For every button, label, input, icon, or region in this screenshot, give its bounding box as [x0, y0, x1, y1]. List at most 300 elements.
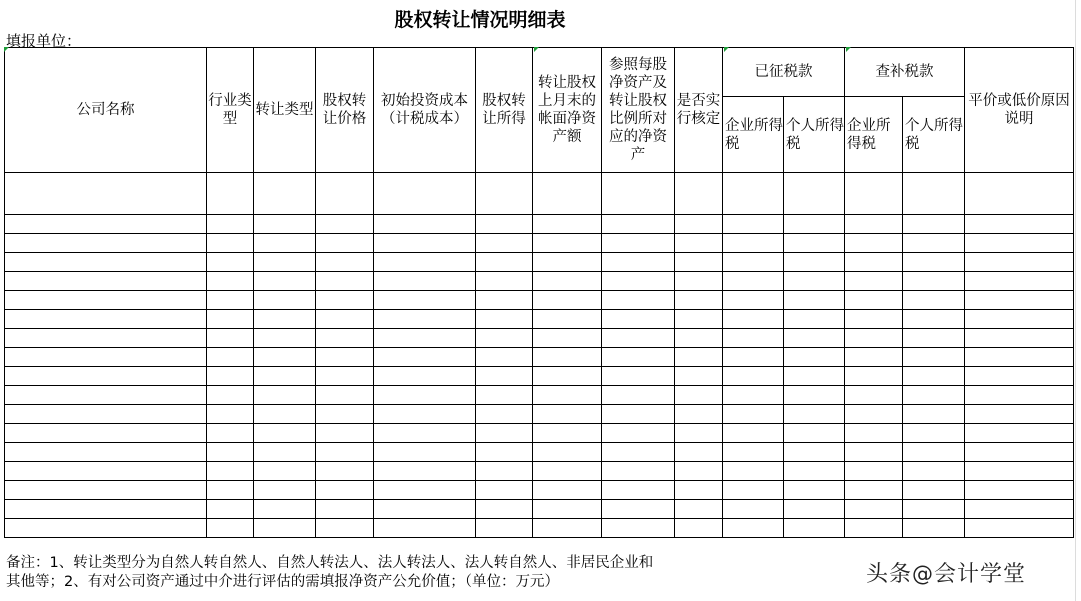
table-cell[interactable]	[845, 234, 903, 253]
table-cell[interactable]	[965, 272, 1074, 291]
header-industry[interactable]: 行业类型	[207, 48, 254, 173]
table-cell[interactable]	[254, 348, 316, 367]
table-cell[interactable]	[723, 481, 784, 500]
table-cell[interactable]	[965, 481, 1074, 500]
table-cell[interactable]	[602, 500, 675, 519]
table-cell[interactable]	[602, 215, 675, 234]
table-cell[interactable]	[845, 519, 903, 538]
table-cell[interactable]	[784, 424, 845, 443]
table-cell[interactable]	[602, 367, 675, 386]
table-cell[interactable]	[675, 234, 723, 253]
table-cell[interactable]	[533, 481, 602, 500]
table-cell[interactable]	[784, 500, 845, 519]
table-cell[interactable]	[374, 500, 476, 519]
table-cell[interactable]	[374, 215, 476, 234]
table-cell[interactable]	[207, 253, 254, 272]
table-cell[interactable]	[254, 424, 316, 443]
table-cell[interactable]	[903, 234, 965, 253]
table-cell[interactable]	[316, 367, 374, 386]
table-cell[interactable]	[965, 424, 1074, 443]
header-income[interactable]: 股权转让所得	[476, 48, 533, 173]
table-cell[interactable]	[784, 462, 845, 481]
table-cell[interactable]	[476, 443, 533, 462]
table-cell[interactable]	[5, 234, 207, 253]
table-row	[5, 310, 1074, 329]
table-cell[interactable]	[675, 367, 723, 386]
table-cell[interactable]	[476, 424, 533, 443]
table-cell[interactable]	[374, 253, 476, 272]
table-cell[interactable]	[602, 234, 675, 253]
table-cell[interactable]	[254, 291, 316, 310]
table-cell[interactable]	[254, 272, 316, 291]
table-cell[interactable]	[723, 367, 784, 386]
table-cell[interactable]	[476, 215, 533, 234]
table-cell[interactable]	[903, 519, 965, 538]
table-cell[interactable]	[5, 500, 207, 519]
table-cell[interactable]	[254, 462, 316, 481]
header-book-net-assets[interactable]: 转让股权上月末的帐面净资产额	[533, 48, 602, 173]
table-cell[interactable]	[533, 310, 602, 329]
table-cell[interactable]	[374, 481, 476, 500]
transfer-table	[4, 47, 1074, 538]
table-cell[interactable]	[316, 481, 374, 500]
header-reason[interactable]: 平价或低价原因说明	[965, 48, 1074, 173]
table-cell[interactable]	[784, 173, 845, 215]
table-cell[interactable]	[476, 291, 533, 310]
table-cell[interactable]	[675, 405, 723, 424]
table-cell[interactable]	[533, 173, 602, 215]
table-cell[interactable]	[903, 253, 965, 272]
table-cell[interactable]	[903, 173, 965, 215]
table-cell[interactable]	[723, 348, 784, 367]
table-cell[interactable]	[374, 234, 476, 253]
table-cell[interactable]	[476, 253, 533, 272]
table-cell[interactable]	[207, 234, 254, 253]
table-cell[interactable]	[316, 310, 374, 329]
table-cell[interactable]	[374, 329, 476, 348]
table-cell[interactable]	[965, 443, 1074, 462]
table-cell[interactable]	[5, 310, 207, 329]
table-cell[interactable]	[254, 234, 316, 253]
table-cell[interactable]	[965, 367, 1074, 386]
table-cell[interactable]	[316, 291, 374, 310]
table-cell[interactable]	[675, 500, 723, 519]
header-supp-corp-tax[interactable]: 企业所得税	[845, 97, 903, 173]
table-cell[interactable]	[476, 348, 533, 367]
table-cell[interactable]	[207, 348, 254, 367]
table-cell[interactable]	[374, 310, 476, 329]
table-cell[interactable]	[903, 329, 965, 348]
table-cell[interactable]	[374, 462, 476, 481]
table-cell[interactable]	[903, 215, 965, 234]
table-cell[interactable]	[5, 481, 207, 500]
table-cell[interactable]	[254, 519, 316, 538]
table-cell[interactable]	[207, 173, 254, 215]
table-cell[interactable]	[476, 481, 533, 500]
table-cell[interactable]	[5, 272, 207, 291]
header-supp-tax[interactable]: 查补税款	[845, 48, 965, 97]
table-cell[interactable]	[316, 424, 374, 443]
table-cell[interactable]	[784, 215, 845, 234]
table-cell[interactable]	[784, 348, 845, 367]
table-cell[interactable]	[533, 348, 602, 367]
table-cell[interactable]	[374, 519, 476, 538]
table-cell[interactable]	[533, 291, 602, 310]
table-cell[interactable]	[965, 405, 1074, 424]
table-cell[interactable]	[207, 310, 254, 329]
table-cell[interactable]	[476, 386, 533, 405]
table-cell[interactable]	[207, 424, 254, 443]
table-cell[interactable]	[476, 519, 533, 538]
table-cell[interactable]	[316, 443, 374, 462]
table-cell[interactable]	[254, 329, 316, 348]
table-cell[interactable]	[533, 519, 602, 538]
table-cell[interactable]	[254, 215, 316, 234]
table-cell[interactable]	[533, 443, 602, 462]
table-cell[interactable]	[602, 443, 675, 462]
table-cell[interactable]	[845, 215, 903, 234]
header-ref-net-assets[interactable]: 参照每股净资产及转让股权比例所对应的净资产	[602, 48, 675, 173]
table-row	[5, 173, 1074, 215]
table-cell[interactable]	[602, 310, 675, 329]
table-cell[interactable]	[254, 310, 316, 329]
table-cell[interactable]	[784, 272, 845, 291]
table-cell[interactable]	[5, 348, 207, 367]
table-cell[interactable]	[476, 367, 533, 386]
header-price[interactable]: 股权转让价格	[316, 48, 374, 173]
table-cell[interactable]	[845, 500, 903, 519]
table-cell[interactable]	[5, 519, 207, 538]
header-company[interactable]: 公司名称	[5, 48, 207, 173]
table-cell[interactable]	[602, 424, 675, 443]
header-supp-indiv-tax[interactable]: 个人所得税	[903, 97, 965, 173]
table-cell[interactable]	[533, 253, 602, 272]
table-cell[interactable]	[675, 348, 723, 367]
table-cell[interactable]	[784, 386, 845, 405]
table-cell[interactable]	[903, 481, 965, 500]
table-row	[5, 253, 1074, 272]
table-cell[interactable]	[207, 329, 254, 348]
header-initial-cost[interactable]: 初始投资成本（计税成本）	[374, 48, 476, 173]
table-cell[interactable]	[5, 405, 207, 424]
table-row	[5, 291, 1074, 310]
table-cell[interactable]	[723, 424, 784, 443]
table-cell[interactable]	[254, 173, 316, 215]
table-cell[interactable]	[5, 424, 207, 443]
table-row	[5, 234, 1074, 253]
table-cell[interactable]	[723, 405, 784, 424]
table-cell[interactable]	[316, 173, 374, 215]
table-row	[5, 500, 1074, 519]
table-row	[5, 481, 1074, 500]
table-cell[interactable]	[723, 272, 784, 291]
table-cell[interactable]	[316, 405, 374, 424]
table-cell[interactable]	[602, 481, 675, 500]
table-cell[interactable]	[254, 405, 316, 424]
comment-marker	[534, 47, 539, 52]
gridline	[1075, 0, 1076, 601]
table-cell[interactable]	[675, 291, 723, 310]
table-cell[interactable]	[602, 329, 675, 348]
table-cell[interactable]	[207, 291, 254, 310]
table-row	[5, 405, 1074, 424]
table-cell[interactable]	[533, 215, 602, 234]
comment-marker	[4, 47, 9, 52]
table-cell[interactable]	[675, 443, 723, 462]
watermark-at: @	[912, 562, 935, 586]
table-cell[interactable]	[845, 462, 903, 481]
table-cell[interactable]	[675, 481, 723, 500]
table-cell[interactable]	[965, 500, 1074, 519]
table-cell[interactable]	[602, 348, 675, 367]
table-cell[interactable]	[845, 424, 903, 443]
table-cell[interactable]	[316, 253, 374, 272]
table-cell[interactable]	[602, 272, 675, 291]
table-cell[interactable]	[602, 405, 675, 424]
table-cell[interactable]	[316, 462, 374, 481]
table-cell[interactable]	[784, 310, 845, 329]
table-cell[interactable]	[723, 291, 784, 310]
sheet-title: 股权转让情况明细表	[330, 5, 630, 32]
table-cell[interactable]	[533, 272, 602, 291]
table-cell[interactable]	[675, 519, 723, 538]
table-cell[interactable]	[374, 291, 476, 310]
table-cell[interactable]	[903, 405, 965, 424]
table-cell[interactable]	[845, 329, 903, 348]
table-cell[interactable]	[602, 519, 675, 538]
header-paid-corp-tax[interactable]: 企业所得税	[723, 97, 784, 173]
table-cell[interactable]	[316, 348, 374, 367]
table-row	[5, 424, 1074, 443]
table-cell[interactable]	[254, 367, 316, 386]
header-paid-tax[interactable]: 已征税款	[723, 48, 845, 97]
table-cell[interactable]	[316, 386, 374, 405]
table-cell[interactable]	[903, 386, 965, 405]
table-cell[interactable]	[845, 443, 903, 462]
watermark-brand: 头条	[866, 562, 913, 587]
table-cell[interactable]	[254, 386, 316, 405]
header-paid-indiv-tax[interactable]: 个人所得税	[784, 97, 845, 173]
table-cell[interactable]	[207, 462, 254, 481]
header-verified[interactable]: 是否实行核定	[675, 48, 723, 173]
table-cell[interactable]	[675, 272, 723, 291]
table-cell[interactable]	[254, 500, 316, 519]
table-cell[interactable]	[476, 234, 533, 253]
table-cell[interactable]	[675, 329, 723, 348]
table-cell[interactable]	[903, 291, 965, 310]
table-row	[5, 462, 1074, 481]
table-cell[interactable]	[374, 443, 476, 462]
table-cell[interactable]	[723, 519, 784, 538]
table-cell[interactable]	[675, 424, 723, 443]
table-cell[interactable]	[207, 481, 254, 500]
table-cell[interactable]	[374, 424, 476, 443]
table-cell[interactable]	[207, 272, 254, 291]
table-cell[interactable]	[903, 500, 965, 519]
table-cell[interactable]	[784, 329, 845, 348]
table-row	[5, 386, 1074, 405]
table-cell[interactable]	[5, 291, 207, 310]
table-cell[interactable]	[903, 272, 965, 291]
table-cell[interactable]	[316, 215, 374, 234]
table-cell[interactable]	[903, 367, 965, 386]
table-cell[interactable]	[784, 234, 845, 253]
table-cell[interactable]	[784, 291, 845, 310]
table-cell[interactable]	[723, 173, 784, 215]
table-cell[interactable]	[316, 272, 374, 291]
table-cell[interactable]	[533, 329, 602, 348]
table-cell[interactable]	[965, 310, 1074, 329]
table-cell[interactable]	[845, 386, 903, 405]
table-cell[interactable]	[316, 519, 374, 538]
comment-marker	[724, 47, 729, 52]
table-cell[interactable]	[965, 234, 1074, 253]
table-cell[interactable]	[965, 519, 1074, 538]
table-cell[interactable]	[675, 253, 723, 272]
table-cell[interactable]	[476, 500, 533, 519]
table-cell[interactable]	[207, 500, 254, 519]
table-cell[interactable]	[845, 173, 903, 215]
table-row	[5, 348, 1074, 367]
table-cell[interactable]	[723, 253, 784, 272]
table-cell[interactable]	[675, 173, 723, 215]
table-cell[interactable]	[784, 519, 845, 538]
table-cell[interactable]	[845, 367, 903, 386]
table-cell[interactable]	[374, 272, 476, 291]
table-cell[interactable]	[723, 329, 784, 348]
table-cell[interactable]	[784, 443, 845, 462]
table-cell[interactable]	[207, 386, 254, 405]
table-row	[5, 367, 1074, 386]
table-cell[interactable]	[903, 462, 965, 481]
comment-marker	[846, 47, 851, 52]
table-cell[interactable]	[784, 481, 845, 500]
table-cell[interactable]	[965, 462, 1074, 481]
table-cell[interactable]	[602, 386, 675, 405]
table-cell[interactable]	[602, 253, 675, 272]
table-cell[interactable]	[845, 310, 903, 329]
table-cell[interactable]	[476, 310, 533, 329]
table-cell[interactable]	[784, 367, 845, 386]
table-cell[interactable]	[533, 424, 602, 443]
table-cell[interactable]	[845, 253, 903, 272]
table-cell[interactable]	[374, 405, 476, 424]
table-cell[interactable]	[903, 310, 965, 329]
table-cell[interactable]	[374, 348, 476, 367]
table-cell[interactable]	[5, 329, 207, 348]
table-cell[interactable]	[675, 386, 723, 405]
table-cell[interactable]	[533, 234, 602, 253]
table-cell[interactable]	[845, 405, 903, 424]
table-cell[interactable]	[476, 329, 533, 348]
table-row	[5, 519, 1074, 538]
table-cell[interactable]	[675, 215, 723, 234]
table-cell[interactable]	[965, 386, 1074, 405]
table-cell[interactable]	[476, 272, 533, 291]
table-cell[interactable]	[476, 462, 533, 481]
table-cell[interactable]	[533, 462, 602, 481]
table-cell[interactable]	[675, 310, 723, 329]
table-cell[interactable]	[254, 253, 316, 272]
table-row	[5, 329, 1074, 348]
table-cell[interactable]	[965, 173, 1074, 215]
table-cell[interactable]	[784, 405, 845, 424]
table-cell[interactable]	[254, 481, 316, 500]
table-cell[interactable]	[533, 367, 602, 386]
table-cell[interactable]	[903, 443, 965, 462]
table-cell[interactable]	[602, 291, 675, 310]
note-line-1: 备注：1、转让类型分为自然人转自然人、自然人转法人、法人转法人、法人转自然人、非居民企业和	[6, 555, 654, 571]
table-cell[interactable]	[374, 367, 476, 386]
header-transfer-type[interactable]: 转让类型	[254, 48, 316, 173]
table-cell[interactable]	[316, 329, 374, 348]
table-cell[interactable]	[723, 386, 784, 405]
table-cell[interactable]	[533, 500, 602, 519]
table-cell[interactable]	[5, 253, 207, 272]
table-cell[interactable]	[965, 291, 1074, 310]
table-cell[interactable]	[476, 173, 533, 215]
table-cell[interactable]	[602, 462, 675, 481]
table-cell[interactable]	[903, 348, 965, 367]
table-cell[interactable]	[845, 348, 903, 367]
table-cell[interactable]	[207, 405, 254, 424]
table-cell[interactable]	[207, 519, 254, 538]
table-cell[interactable]	[723, 462, 784, 481]
table-cell[interactable]	[374, 386, 476, 405]
table-cell[interactable]	[374, 173, 476, 215]
note-line-2: 其他等；2、有对公司资产通过中介进行评估的需填报净资产公允价值；（单位：万元）	[6, 574, 559, 590]
note	[6, 554, 726, 592]
table-cell[interactable]	[845, 481, 903, 500]
table-cell[interactable]	[845, 291, 903, 310]
table-cell[interactable]	[723, 215, 784, 234]
table-cell[interactable]	[207, 215, 254, 234]
table-cell[interactable]	[5, 173, 207, 215]
table-cell[interactable]	[316, 500, 374, 519]
watermark-name: 会计学堂	[934, 562, 1027, 587]
table-cell[interactable]	[723, 500, 784, 519]
table-row	[5, 215, 1074, 234]
filler-label: 填报单位：	[6, 32, 82, 50]
table-cell[interactable]	[602, 173, 675, 215]
table-cell[interactable]	[5, 443, 207, 462]
table-cell[interactable]	[965, 215, 1074, 234]
table-cell[interactable]	[675, 462, 723, 481]
table-cell[interactable]	[5, 462, 207, 481]
table-row	[5, 443, 1074, 462]
table-cell[interactable]	[903, 424, 965, 443]
table-body	[5, 215, 1074, 538]
table-cell[interactable]	[965, 253, 1074, 272]
table-cell[interactable]	[965, 329, 1074, 348]
table-cell[interactable]	[207, 367, 254, 386]
table-cell[interactable]	[784, 253, 845, 272]
table-cell[interactable]	[476, 405, 533, 424]
table-cell[interactable]	[533, 386, 602, 405]
table-cell[interactable]	[254, 443, 316, 462]
table-cell[interactable]	[723, 310, 784, 329]
table-cell[interactable]	[5, 367, 207, 386]
table-cell[interactable]	[5, 386, 207, 405]
table-cell[interactable]	[845, 272, 903, 291]
table-cell[interactable]	[723, 443, 784, 462]
table-cell[interactable]	[723, 234, 784, 253]
table-cell[interactable]	[316, 234, 374, 253]
table-cell[interactable]	[533, 405, 602, 424]
table-cell[interactable]	[965, 348, 1074, 367]
table-cell[interactable]	[5, 215, 207, 234]
table-cell[interactable]	[207, 443, 254, 462]
